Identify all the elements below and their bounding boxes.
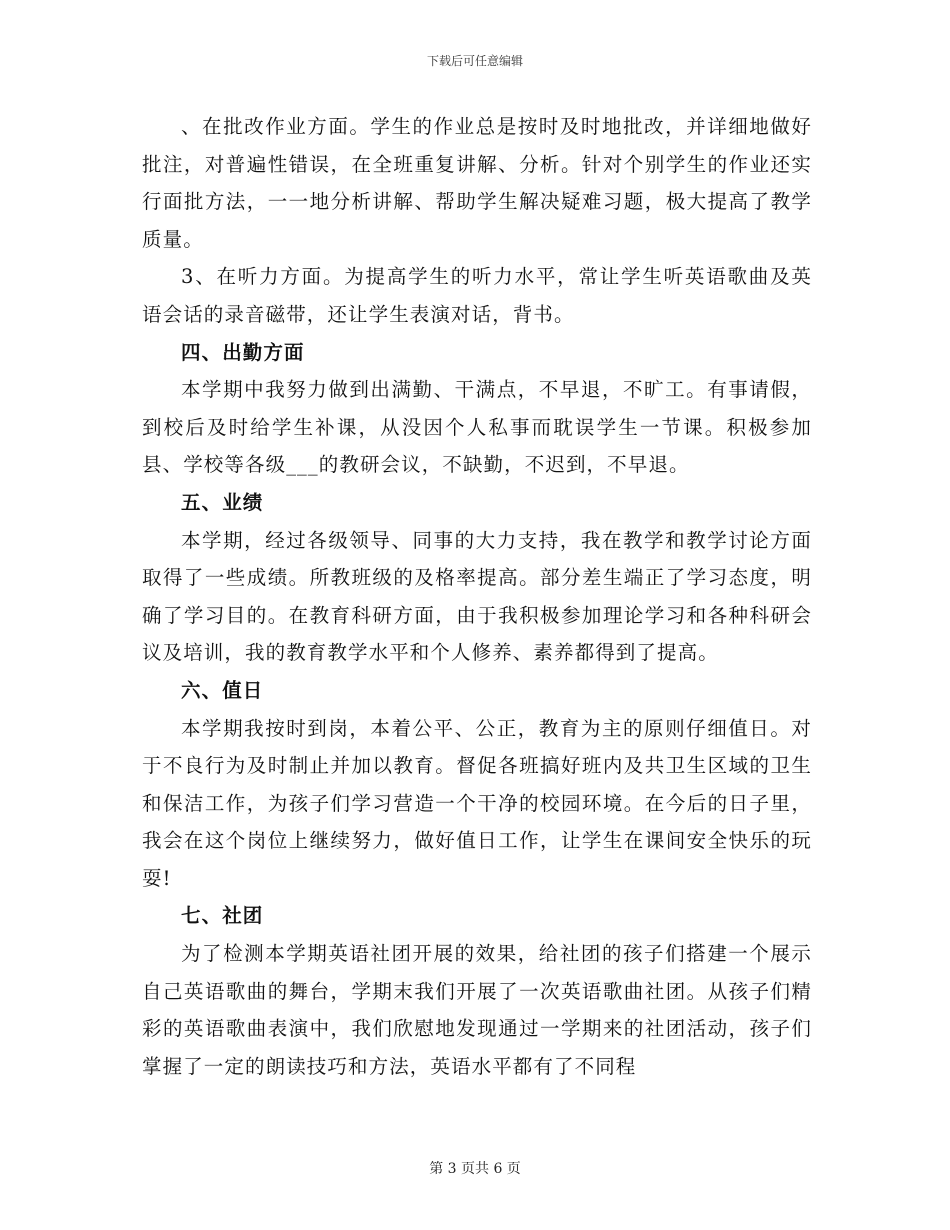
paragraph-duty: 本学期我按时到岗，本着公平、公正，教育为主的原则仔细值日。对于不良行为及时制止并加以教育。督促各班搞好班内及共卫生区域的卫生和保洁工作，为孩子们学习营造一个干净的校园环境。在今后的日子里，我会在这个岗位上继续努力，做好值日工作，让学生在课间安全快乐的玩耍! [142,716,812,890]
paragraph-listening: 3、在听力方面。为提高学生的听力水平，常让学生听英语歌曲及英语会话的录音磁带，还让学生表演对话，背书。 [142,265,812,326]
paragraph-club: 为了检测本学期英语社团开展的效果，给社团的孩子们搭建一个展示自己英语歌曲的舞台，学期末我们开展了一次英语歌曲社团。从孩子们精彩的英语歌曲表演中，我们欣慰地发现通过一学期来的社团活动，孩子们掌握了一定的朗读技巧和方法，英语水平都有了不同程 [142,942,812,1078]
section-heading-attendance: 四、出勤方面 [181,340,305,364]
page-footer: 第 3 页共 6 页 [429,1161,521,1177]
paragraph-grading: 、在批改作业方面。学生的作业总是按时及时地批改，并详细地做好批注，对普遍性错误，在全班重复讲解、分析。针对个别学生的作业还实行面批方法，一一地分析讲解、帮助学生解决疑难习题，极大提高了教学质量。 [142,115,812,251]
paragraph-attendance: 本学期中我努力做到出满勤、干满点，不早退，不旷工。有事请假，到校后及时给学生补课，从没因个人私事而耽误学生一节课。积极参加县、学校等各级___的教研会议，不缺勤，不迟到，不早退。 [142,378,812,477]
section-heading-duty: 六、值日 [181,678,264,702]
page-header: 下载后可任意编辑 [426,54,523,68]
section-heading-achievements: 五、业绩 [181,490,264,514]
document-body [142,108,812,1085]
section-heading-club: 七、社团 [181,904,264,928]
paragraph-achievements: 本学期，经过各级领导、同事的大力支持，我在教学和教学讨论方面取得了一些成绩。所教班级的及格率提高。部分差生端正了学习态度，明确了学习目的。在教育科研方面，由于我积极参加理论学习和各种科研会议及培训，我的教育教学水平和个人修养、素养都得到了提高。 [142,528,812,665]
